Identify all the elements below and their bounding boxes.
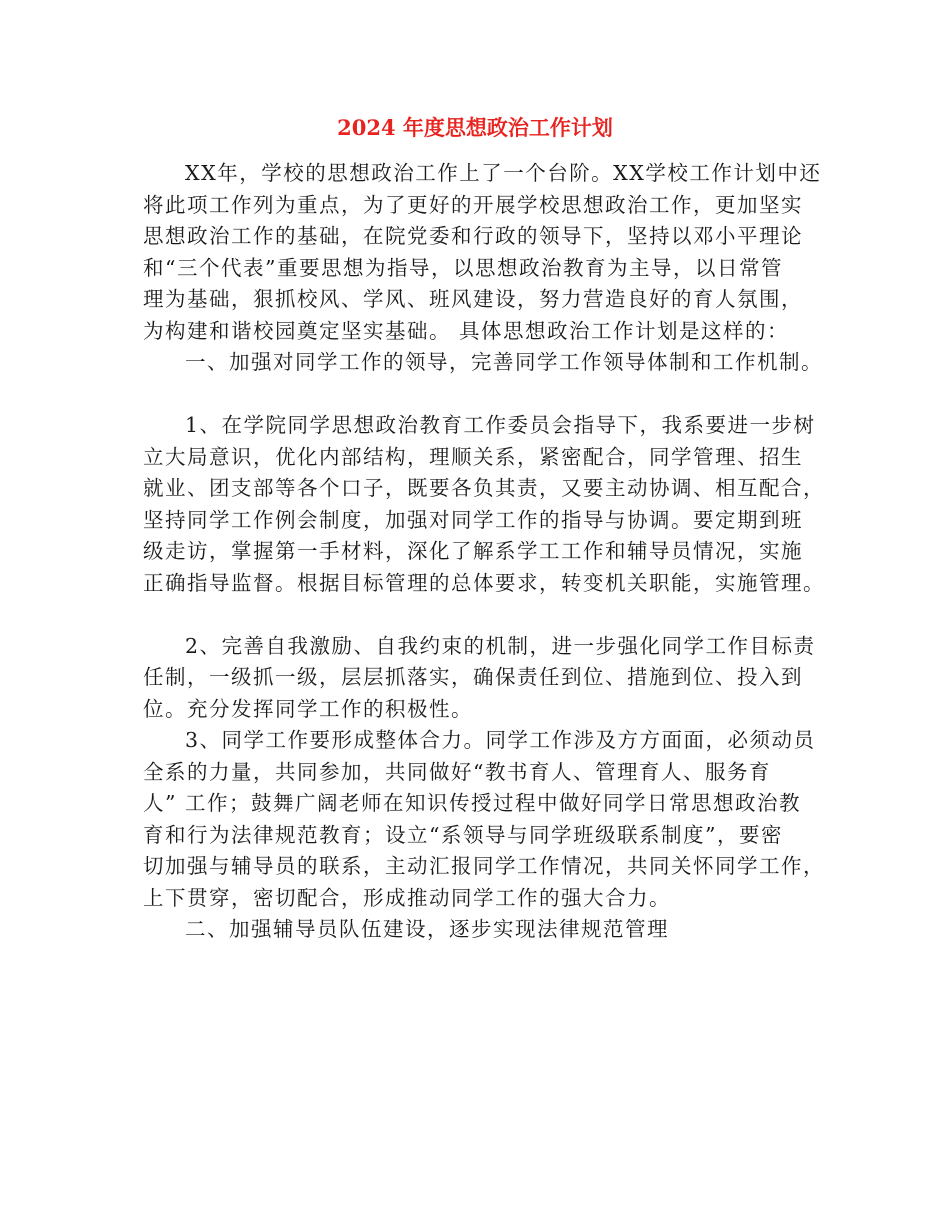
text-line: 坚持同学工作例会制度，加强对同学工作的指导与协调。要定期到班 — [143, 507, 803, 532]
text-line: 将此项工作列为重点，为了更好的开展学校思想政治工作，更加坚实 — [143, 192, 803, 217]
text-line: 2、完善自我激励、自我约束的机制，进一步强化同学工作目标责 — [185, 633, 816, 658]
text-line: 人” 工作；鼓舞广阔老师在知识传授过程中做好同学日常思想政治教 — [143, 791, 801, 815]
text-line: 育和行为法律规范教育；设立“系领导与同学班级联系制度”，要密 — [143, 822, 783, 847]
text-line: 1、在学院同学思想政治教育工作委员会指导下，我系要进一步树 — [185, 413, 816, 437]
text-line: 级走访，掌握第一手材料，深化了解系学工工作和辅导员情况，实施 — [143, 539, 803, 563]
text-line: 3、同学工作要形成整体合力。同学工作涉及方方面面，必须动员 — [185, 728, 816, 752]
text-line: 思想政治工作的基础，在院党委和行政的领导下，坚持以邓小平理论 — [143, 224, 803, 248]
text-line: 任制，一级抓一级，层层抓落实，确保责任到位、措施到位、投入到 — [143, 665, 803, 689]
text-line: 二、加强辅导员队伍建设，逐步实现法律规范管理 — [185, 917, 669, 941]
text-line: 正确指导监督。根据目标管理的总体要求，转变机关职能，实施管理。 — [143, 570, 825, 595]
text-line: 和“三个代表”重要思想为指导，以思想政治教育为主导，以日常管 — [143, 255, 783, 280]
text-line: 一、加强对同学工作的领导，完善同学工作领导体制和工作机制。 — [185, 350, 823, 374]
blank-line — [143, 379, 823, 411]
text-line: 全系的力量，共同参加，共同做好“教书育人、管理育人、服务育 — [143, 759, 771, 784]
text-line: 为构建和谐校园奠定坚实基础。 具体思想政治工作计划是这样的： — [143, 318, 790, 343]
text-line: 切加强与辅导员的联系，主动汇报同学工作情况，共同关怀同学工作， — [143, 854, 825, 878]
text-line: 位。充分发挥同学工作的积极性。 — [143, 696, 473, 721]
text-line: 理为基础，狠抓校风、学风、班风建设，努力营造良好的育人氛围， — [143, 287, 803, 311]
document-body — [143, 158, 823, 946]
text-line: 就业、团支部等各个口子，既要各负其责，又要主动协调、相互配合， — [143, 476, 825, 500]
text-line: 上下贯穿，密切配合，形成推动同学工作的强大合力。 — [143, 885, 671, 910]
document-title: 2024 年度思想政治工作计划 — [337, 115, 613, 140]
text-line: 立大局意识，优化内部结构，理顺关系，紧密配合，同学管理、招生 — [143, 444, 803, 469]
blank-line — [143, 599, 823, 631]
text-line: XX年，学校的思想政治工作上了一个台阶。XX学校工作计划中还 — [185, 161, 822, 185]
